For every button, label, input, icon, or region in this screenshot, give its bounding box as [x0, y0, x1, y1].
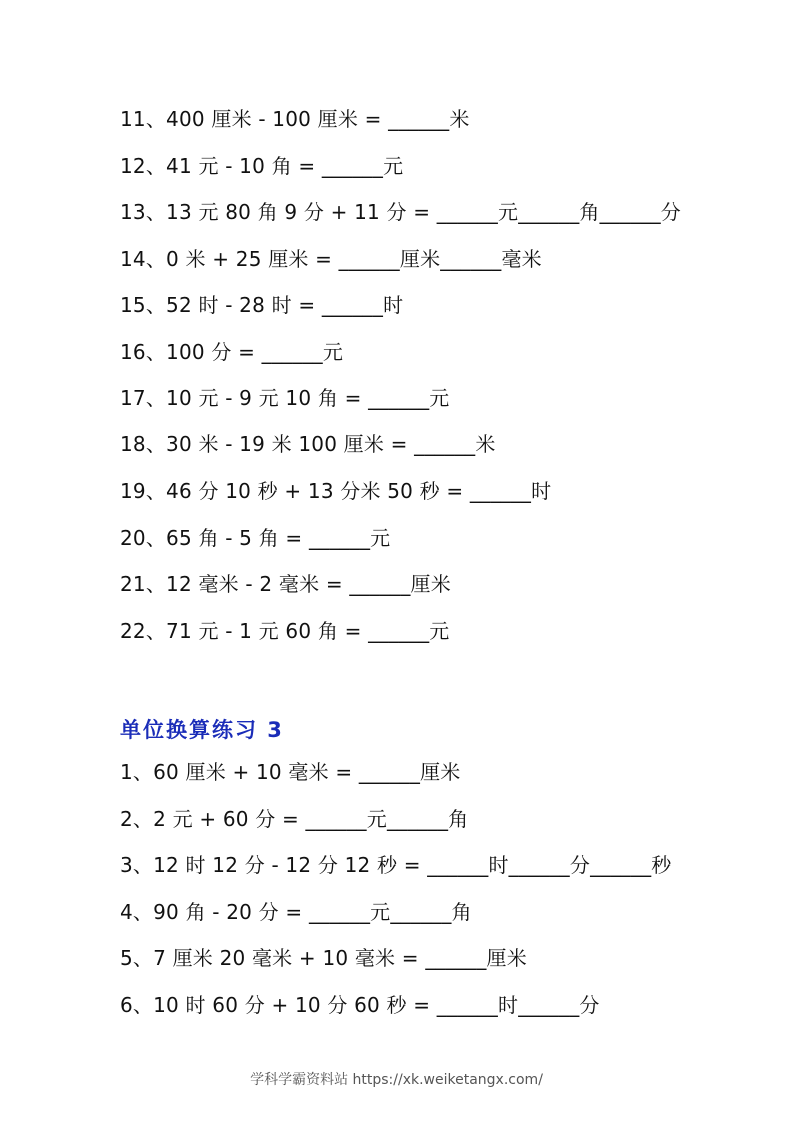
problem-15: 15、52 时 - 28 时 = ______时: [120, 293, 404, 317]
footer-watermark: 学科学霸资料站 https://xk.weiketangx.com/: [250, 1072, 543, 1088]
problem-12: 12、41 元 - 10 角 = ______元: [120, 154, 404, 178]
problem-17: 17、10 元 - 9 元 10 角 = ______元: [120, 386, 450, 410]
problem-b-5: 5、7 厘米 20 毫米 + 10 毫米 = ______厘米: [120, 946, 527, 970]
problem-16: 16、100 分 = ______元: [120, 340, 344, 364]
problem-19: 19、46 分 10 秒 + 13 分米 50 秒 = ______时: [120, 479, 552, 503]
problem-b-3: 3、12 时 12 分 - 12 分 12 秒 = ______时______分______秒: [120, 853, 672, 877]
section-title: 单位换算练习 3: [120, 718, 284, 742]
problem-18: 18、30 米 - 19 米 100 厘米 = ______米: [120, 432, 496, 456]
problem-b-6: 6、10 时 60 分 + 10 分 60 秒 = ______时______分: [120, 993, 600, 1017]
problem-21: 21、12 毫米 - 2 毫米 = ______厘米: [120, 572, 451, 596]
problem-b-1: 1、60 厘米 + 10 毫米 = ______厘米: [120, 760, 461, 784]
problem-22: 22、71 元 - 1 元 60 角 = ______元: [120, 619, 450, 643]
problem-b-4: 4、90 角 - 20 分 = ______元______角: [120, 900, 472, 924]
problem-14: 14、0 米 + 25 厘米 = ______厘米______毫米: [120, 247, 542, 271]
problem-13: 13、13 元 80 角 9 分 + 11 分 = ______元______角______分: [120, 200, 682, 224]
problem-b-2: 2、2 元 + 60 分 = ______元______角: [120, 807, 469, 831]
problem-20: 20、65 角 - 5 角 = ______元: [120, 526, 391, 550]
problem-11: 11、400 厘米 - 100 厘米 = ______米: [120, 107, 470, 131]
